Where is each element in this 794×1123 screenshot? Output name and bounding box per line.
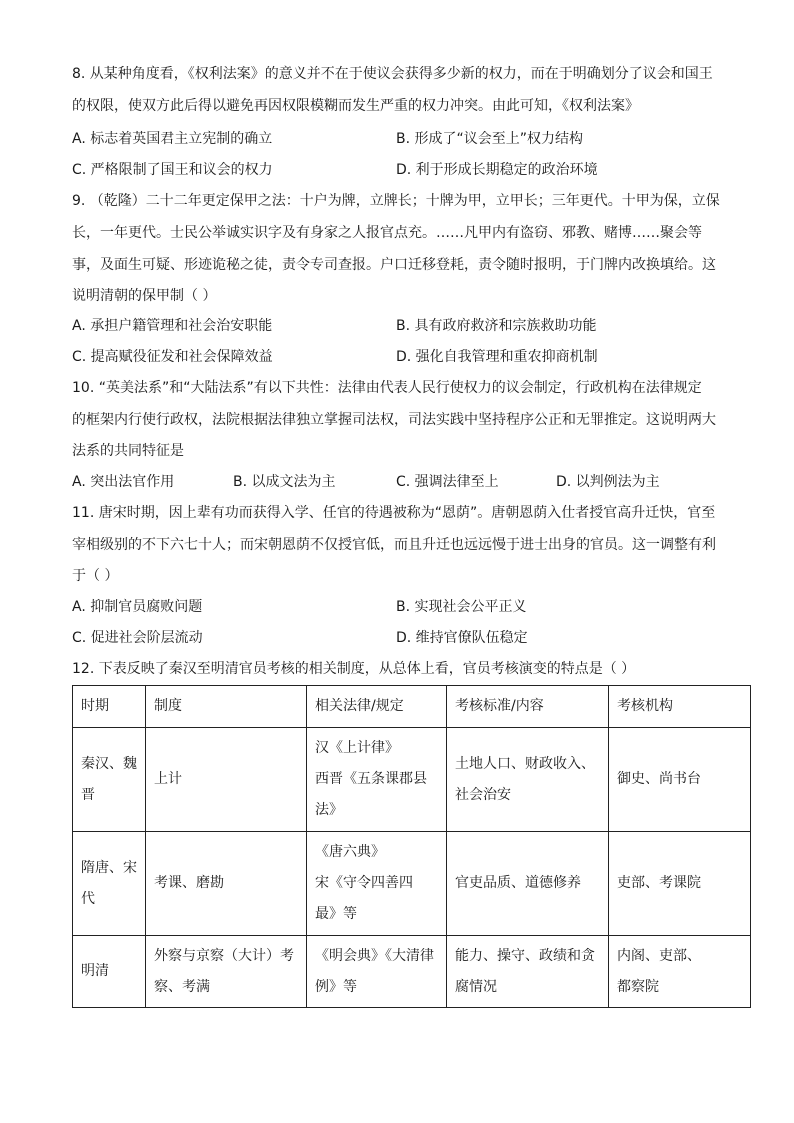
q10-stem-line-1: 10. “英美法系”和“大陆法系”有以下共性：法律由代表人民行使权力的议会制定，行政机构在法律规定 [72,380,702,396]
q10-option-c[interactable]: C. 强调法律至上 [396,474,499,490]
cell-line: 外察与京察（大计）考 [154,947,294,964]
cell-line: 西晋《五条课郡县 [315,771,427,787]
q11-option-d[interactable]: D. 维持官僚队伍稳定 [396,630,528,646]
cell-standard [447,832,609,936]
cell-line: 《唐六典》 [315,844,385,860]
cell-standard [447,936,609,1008]
cell-agency [609,728,751,832]
q10-stem-line-3: 法系的共同特征是 [72,443,184,459]
q11-stem-line-1: 11. 唐宋时期，因上辈有功而获得入学、任官的待遇被称为“恩荫”。唐朝恩荫入仕者授官高升迁快，官至 [72,505,716,521]
q8-option-b[interactable]: B. 形成了“议会至上”权力结构 [396,131,584,147]
q9-stem-line-1: 9. （乾隆）二十二年更定保甲之法：十户为牌，立牌长；十牌为甲，立甲长；三年更代。十甲为保，立保 [72,193,720,209]
q11-option-b[interactable]: B. 实现社会公平正义 [396,599,527,615]
q10-stem-line-2: 的框架内行使行政权，法院根据法律独立掌握司法权，司法实践中坚持程序公正和无罪推定。这说明两大 [72,412,716,428]
q9-option-d[interactable]: D. 强化自我管理和重农抑商机制 [396,349,598,365]
cell-line: 都察院 [617,978,659,995]
cell-period [73,936,146,1008]
q11-stem-line-3: 于（ ） [72,568,119,584]
exam-system-table [72,685,751,1008]
table-row [73,832,751,936]
cell-line: 内阁、吏部、 [617,947,701,964]
cell-line: 能力、操守、政绩和贪 [455,947,595,964]
cell-line: 《明会典》《大清律 [315,947,434,964]
cell-laws [307,728,447,832]
q10-option-d[interactable]: D. 以判例法为主 [556,474,660,490]
header-system: 制度 [146,686,307,728]
cell-line: 社会治安 [455,786,511,803]
cell-line: 例》等 [315,978,357,995]
cell-line: 隋唐、宋 [81,859,137,876]
header-standard: 考核标准/内容 [447,686,609,728]
cell-line: 官吏品质、道德修养 [455,875,581,891]
cell-line: 吏部、考课院 [617,875,701,891]
cell-line: 土地人口、财政收入、 [455,755,595,772]
q9-option-c[interactable]: C. 提高赋役征发和社会保障效益 [72,349,273,365]
q9-stem-line-3: 事，及面生可疑、形迹诡秘之徒，责令专司查报。户口迁移登耗，责令随时报明，于门牌内改换填给。这 [72,257,716,273]
cell-laws [307,936,447,1008]
q11-stem-line-2: 宰相级别的不下六七十人；而宋朝恩荫不仅授官低，而且升迁也远远慢于进士出身的官员。这一调整有利 [72,537,716,553]
q8-option-d[interactable]: D. 利于形成长期稳定的政治环境 [396,162,598,178]
cell-system [146,832,307,936]
cell-line: 上计 [154,771,182,787]
cell-line: 御史、尚书台 [617,771,701,787]
table-row [73,936,751,1008]
q8-stem-line-1: 8. 从某种角度看，《权利法案》的意义并不在于使议会获得多少新的权力，而在于明确划分了议会和国王 [72,66,713,82]
q8-stem-line-2: 的权限，使双方此后得以避免再因权限模糊而发生严重的权力冲突。由此可知，《权利法案》 [72,98,639,114]
cell-line: 宋《守令四善四 [315,875,413,891]
cell-line: 察、考满 [154,978,210,995]
cell-system [146,728,307,832]
q10-option-b[interactable]: B. 以成文法为主 [233,474,336,490]
header-period: 时期 [73,686,146,728]
cell-line: 考课、磨勘 [154,875,224,891]
q8-option-c[interactable]: C. 严格限制了国王和议会的权力 [72,162,273,178]
cell-period [73,832,146,936]
q11-option-c[interactable]: C. 促进社会阶层流动 [72,630,203,646]
cell-standard [447,728,609,832]
header-agency: 考核机构 [609,686,751,728]
q9-stem-line-2: 长，一年更代。士民公举诚实识字及有身家之人报官点充。……凡甲内有盗窃、邪教、赌博……聚会等 [72,225,702,241]
cell-agency [609,832,751,936]
q9-stem-line-4: 说明清朝的保甲制（ ） [72,288,217,304]
header-laws: 相关法律/规定 [307,686,447,728]
cell-system [146,936,307,1008]
cell-agency [609,936,751,1008]
cell-line: 明清 [81,963,109,979]
cell-period [73,728,146,832]
cell-line: 秦汉、魏 [81,755,137,772]
cell-line: 代 [81,890,95,907]
cell-line: 最》等 [315,906,357,922]
q10-option-a[interactable]: A. 突出法官作用 [72,474,175,490]
table-row [73,728,751,832]
q11-option-a[interactable]: A. 抑制官员腐败问题 [72,599,203,615]
q8-option-a[interactable]: A. 标志着英国君主立宪制的确立 [72,131,273,147]
cell-line: 法》 [315,802,343,818]
q9-option-a[interactable]: A. 承担户籍管理和社会治安职能 [72,318,273,334]
q9-option-b[interactable]: B. 具有政府救济和宗族救助功能 [396,318,597,334]
cell-laws [307,832,447,936]
q12-stem: 12. 下表反映了秦汉至明清官员考核的相关制度，从总体上看，官员考核演变的特点是（ ） [72,661,636,677]
cell-line: 晋 [81,786,95,803]
cell-line: 腐情况 [455,978,497,995]
table-header-row [73,686,751,728]
cell-line: 汉《上计律》 [315,740,399,756]
